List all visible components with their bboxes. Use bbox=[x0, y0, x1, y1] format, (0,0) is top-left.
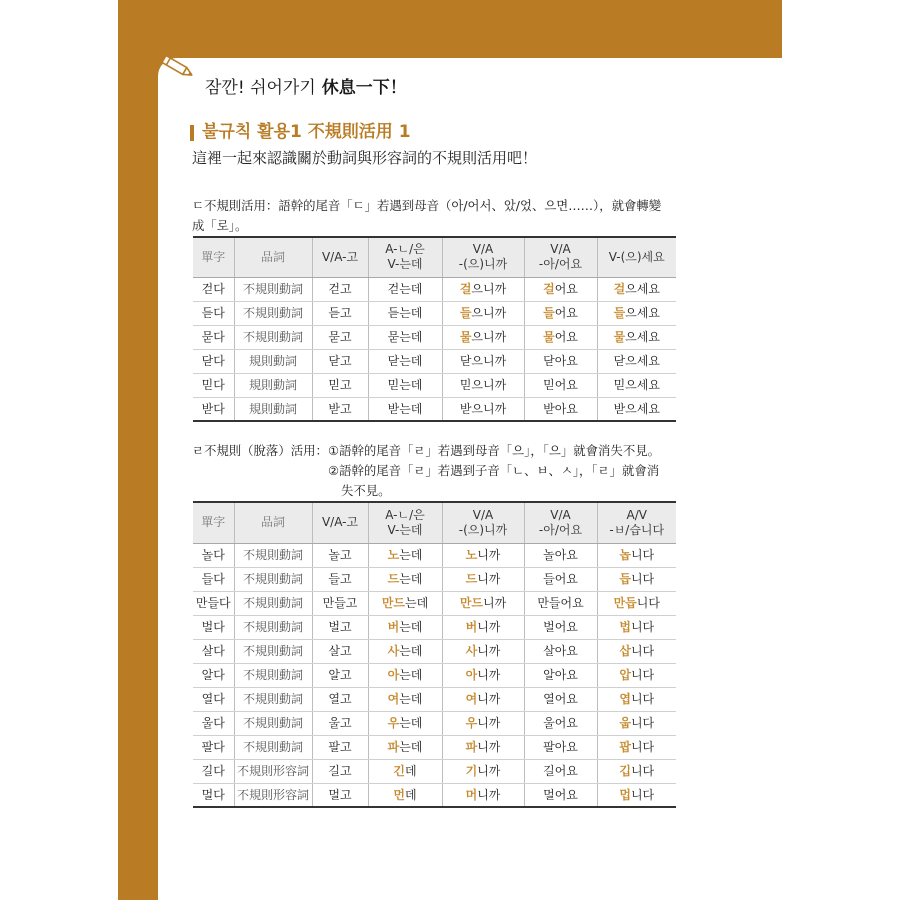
ending: 니다 bbox=[630, 692, 655, 706]
go-form-cell: 걷고 bbox=[312, 277, 368, 301]
column-header-line: V/A bbox=[550, 242, 571, 257]
column-header-line: -ㅂ/습니다 bbox=[609, 522, 665, 537]
word-cell: 만들다 bbox=[193, 591, 234, 615]
go-form-cell: 들고 bbox=[312, 567, 368, 591]
changed-stem: 멉 bbox=[619, 787, 631, 802]
part-of-speech-cell: 規則動詞 bbox=[234, 373, 312, 397]
part-of-speech-cell: 不規則動詞 bbox=[234, 711, 312, 735]
ending: 니다 bbox=[630, 764, 655, 778]
seyo-form-cell: 믿으세요 bbox=[597, 373, 676, 397]
ending: 으니까 bbox=[471, 306, 507, 320]
column-header bbox=[312, 502, 368, 543]
word-cell: 팔다 bbox=[193, 735, 234, 759]
column-header-line: V/A-고 bbox=[321, 249, 359, 264]
section-title: 불규칙 활용1 不規則活用 1 bbox=[202, 122, 411, 142]
ending: 니까 bbox=[477, 740, 501, 754]
column-header bbox=[597, 502, 676, 543]
nikka-form-cell bbox=[442, 591, 524, 615]
table-row bbox=[193, 591, 676, 615]
seumnida-form-cell bbox=[597, 543, 676, 567]
part-of-speech-cell: 規則動詞 bbox=[234, 397, 312, 421]
neunde-form-cell bbox=[368, 639, 442, 663]
changed-stem: 엽 bbox=[619, 692, 631, 706]
nikka-form-cell bbox=[442, 735, 524, 759]
neunde-form-cell bbox=[368, 615, 442, 639]
break-time-heading bbox=[205, 78, 407, 98]
changed-stem: 드 bbox=[465, 572, 478, 586]
changed-stem: 버 bbox=[387, 620, 400, 634]
table-header bbox=[193, 502, 676, 543]
part-of-speech-cell: 不規則動詞 bbox=[234, 615, 312, 639]
ayo-form-cell: 벌어요 bbox=[524, 615, 597, 639]
ending: 는데 bbox=[399, 716, 423, 730]
column-header bbox=[442, 237, 524, 277]
word-cell: 들다 bbox=[193, 567, 234, 591]
ayo-form-cell: 살아요 bbox=[524, 639, 597, 663]
table-row bbox=[193, 373, 676, 397]
neunde-form-cell: 걷는데 bbox=[368, 277, 442, 301]
changed-stem: 팝 bbox=[619, 740, 631, 754]
neunde-form-cell bbox=[368, 567, 442, 591]
changed-stem: 들 bbox=[543, 306, 555, 320]
header-row bbox=[193, 502, 676, 543]
changed-stem: 걸 bbox=[543, 282, 555, 296]
seumnida-form-cell bbox=[597, 783, 676, 807]
changed-stem: 삽 bbox=[619, 644, 631, 658]
word-cell: 울다 bbox=[193, 711, 234, 735]
table-row bbox=[193, 567, 676, 591]
changed-stem: 노 bbox=[465, 548, 478, 562]
neunde-form-cell bbox=[368, 783, 442, 807]
neunde-form-cell: 닫는데 bbox=[368, 349, 442, 373]
part-of-speech-cell: 不規則動詞 bbox=[234, 639, 312, 663]
changed-stem: 파 bbox=[387, 740, 400, 754]
changed-stem: 놉 bbox=[619, 548, 631, 562]
ending: 니다 bbox=[630, 620, 655, 634]
ending: 니까 bbox=[477, 572, 501, 586]
go-form-cell: 팔고 bbox=[312, 735, 368, 759]
part-of-speech-cell: 不規則動詞 bbox=[234, 735, 312, 759]
seumnida-form-cell bbox=[597, 759, 676, 783]
neunde-form-cell bbox=[368, 711, 442, 735]
changed-stem: 압 bbox=[619, 668, 631, 682]
column-header bbox=[193, 502, 234, 543]
ending: 으세요 bbox=[625, 282, 660, 296]
ending: 는데 bbox=[399, 620, 423, 634]
neunde-form-cell bbox=[368, 759, 442, 783]
nikka-form-cell bbox=[442, 783, 524, 807]
ending: 니까 bbox=[477, 644, 501, 658]
part-of-speech-cell: 規則動詞 bbox=[234, 349, 312, 373]
seyo-form-cell: 받으세요 bbox=[597, 397, 676, 421]
go-form-cell: 길고 bbox=[312, 759, 368, 783]
ending: 는데 bbox=[399, 644, 423, 658]
part-of-speech-cell: 不規則動詞 bbox=[234, 663, 312, 687]
changed-stem: 법 bbox=[619, 620, 631, 634]
changed-stem: 먼 bbox=[393, 787, 405, 802]
ayo-form-cell bbox=[524, 325, 597, 349]
nikka-form-cell bbox=[442, 567, 524, 591]
ayo-form-cell: 멀어요 bbox=[524, 783, 597, 807]
changed-stem: 사 bbox=[387, 644, 400, 658]
changed-stem: 여 bbox=[387, 692, 400, 706]
ayo-form-cell: 놀아요 bbox=[524, 543, 597, 567]
table-row bbox=[193, 735, 676, 759]
part-of-speech-cell: 不規則動詞 bbox=[234, 591, 312, 615]
ending: 으세요 bbox=[625, 330, 660, 344]
go-form-cell: 울고 bbox=[312, 711, 368, 735]
word-cell: 듣다 bbox=[193, 301, 234, 325]
column-header bbox=[597, 237, 676, 277]
seyo-form-cell bbox=[597, 325, 676, 349]
column-header-line: 品詞 bbox=[260, 515, 285, 530]
word-cell: 믿다 bbox=[193, 373, 234, 397]
table-header bbox=[193, 237, 676, 277]
break-time-heading-chinese: 休息一下！ bbox=[321, 78, 407, 98]
changed-stem: 깁 bbox=[619, 764, 631, 778]
section-title-marker bbox=[190, 125, 194, 141]
seumnida-form-cell bbox=[597, 711, 676, 735]
column-header-line: 單字 bbox=[201, 515, 226, 530]
word-cell: 닫다 bbox=[193, 349, 234, 373]
word-cell: 걷다 bbox=[193, 277, 234, 301]
ending: 니다 bbox=[630, 668, 655, 682]
go-form-cell: 벌고 bbox=[312, 615, 368, 639]
ending: 데 bbox=[405, 764, 417, 778]
table-row bbox=[193, 759, 676, 783]
go-form-cell: 닫고 bbox=[312, 349, 368, 373]
go-form-cell: 멀고 bbox=[312, 783, 368, 807]
ayo-form-cell: 믿어요 bbox=[524, 373, 597, 397]
column-header-line: V-는데 bbox=[387, 522, 423, 537]
changed-stem: 듭 bbox=[619, 572, 631, 586]
neunde-form-cell bbox=[368, 663, 442, 687]
changed-stem: 파 bbox=[465, 740, 478, 754]
neunde-form-cell bbox=[368, 591, 442, 615]
changed-stem: 여 bbox=[465, 692, 478, 706]
changed-stem: 물 bbox=[459, 330, 472, 344]
neunde-form-cell bbox=[368, 543, 442, 567]
ayo-form-cell: 알아요 bbox=[524, 663, 597, 687]
changed-stem: 긴 bbox=[393, 764, 405, 778]
ending: 니까 bbox=[477, 668, 501, 682]
neunde-form-cell: 묻는데 bbox=[368, 325, 442, 349]
ayo-form-cell: 팔아요 bbox=[524, 735, 597, 759]
go-form-cell: 묻고 bbox=[312, 325, 368, 349]
nikka-form-cell: 받으니까 bbox=[442, 397, 524, 421]
seumnida-form-cell bbox=[597, 567, 676, 591]
column-header-line: -(으)니까 bbox=[458, 257, 508, 272]
table-row bbox=[193, 615, 676, 639]
seumnida-form-cell bbox=[597, 615, 676, 639]
part-of-speech-cell: 不規則動詞 bbox=[234, 567, 312, 591]
table-row bbox=[193, 639, 676, 663]
word-cell: 놀다 bbox=[193, 543, 234, 567]
ending: 으세요 bbox=[625, 306, 660, 320]
nikka-form-cell bbox=[442, 759, 524, 783]
column-header-line: V-는데 bbox=[387, 257, 423, 272]
d-irregular-rule-line-1: ㄷ不規則活用：語幹的尾音「ㄷ」若遇到母音（아/어서、았/었、으면……），就會轉變 bbox=[192, 198, 662, 213]
go-form-cell: 받고 bbox=[312, 397, 368, 421]
seyo-form-cell bbox=[597, 301, 676, 325]
table-row bbox=[193, 325, 676, 349]
ending: 니까 bbox=[477, 787, 501, 802]
changed-stem: 만드 bbox=[459, 596, 483, 610]
ending: 니다 bbox=[630, 787, 655, 802]
neunde-form-cell: 믿는데 bbox=[368, 373, 442, 397]
nikka-form-cell bbox=[442, 663, 524, 687]
go-form-cell: 믿고 bbox=[312, 373, 368, 397]
table-row bbox=[193, 301, 676, 325]
changed-stem: 드 bbox=[387, 572, 400, 586]
word-cell: 벌다 bbox=[193, 615, 234, 639]
ending: 는데 bbox=[399, 548, 423, 562]
part-of-speech-cell: 不規則動詞 bbox=[234, 301, 312, 325]
ending: 는데 bbox=[399, 740, 423, 754]
nikka-form-cell bbox=[442, 277, 524, 301]
word-cell: 알다 bbox=[193, 663, 234, 687]
changed-stem: 만듭 bbox=[613, 596, 637, 610]
section-subtitle: 這裡一起來認識關於動詞與形容詞的不規則活用吧！ bbox=[192, 149, 538, 167]
nikka-form-cell: 닫으니까 bbox=[442, 349, 524, 373]
changed-stem: 걸 bbox=[459, 282, 472, 296]
column-header bbox=[312, 237, 368, 277]
column-header bbox=[234, 237, 312, 277]
header-row bbox=[193, 237, 676, 277]
nikka-form-cell bbox=[442, 615, 524, 639]
nikka-form-cell: 믿으니까 bbox=[442, 373, 524, 397]
ayo-form-cell bbox=[524, 277, 597, 301]
table-body bbox=[193, 543, 676, 807]
pencil-icon bbox=[160, 54, 200, 84]
go-form-cell: 놀고 bbox=[312, 543, 368, 567]
ending: 으니까 bbox=[471, 330, 507, 344]
ayo-form-cell: 열어요 bbox=[524, 687, 597, 711]
neunde-form-cell bbox=[368, 687, 442, 711]
column-header-line: V/A-고 bbox=[321, 515, 359, 530]
ending: 는데 bbox=[405, 596, 429, 610]
nikka-form-cell bbox=[442, 639, 524, 663]
changed-stem: 사 bbox=[465, 644, 478, 658]
neunde-form-cell: 받는데 bbox=[368, 397, 442, 421]
ending: 니까 bbox=[477, 692, 501, 706]
column-header bbox=[524, 237, 597, 277]
column-header-line: -(으)니까 bbox=[458, 522, 508, 537]
changed-stem: 웁 bbox=[619, 716, 631, 730]
column-header-line: V/A bbox=[472, 242, 494, 257]
changed-stem: 들 bbox=[613, 306, 626, 320]
seumnida-form-cell bbox=[597, 639, 676, 663]
column-header bbox=[193, 237, 234, 277]
changed-stem: 물 bbox=[613, 330, 626, 344]
column-header-line: V/A bbox=[472, 507, 494, 522]
ayo-form-cell: 만들어요 bbox=[524, 591, 597, 615]
column-header-line: A-ㄴ/은 bbox=[385, 507, 425, 522]
changed-stem: 아 bbox=[387, 668, 400, 682]
column-header bbox=[368, 237, 442, 277]
changed-stem: 버 bbox=[465, 620, 478, 634]
ending: 니다 bbox=[630, 644, 655, 658]
seyo-form-cell bbox=[597, 277, 676, 301]
changed-stem: 만드 bbox=[381, 596, 405, 610]
seyo-form-cell: 닫으세요 bbox=[597, 349, 676, 373]
column-header-line: 單字 bbox=[201, 249, 226, 264]
column-header-line: V/A bbox=[550, 507, 571, 522]
changed-stem: 기 bbox=[465, 764, 478, 778]
ending: 어요 bbox=[554, 330, 578, 344]
ending: 니다 bbox=[636, 596, 660, 610]
nikka-form-cell bbox=[442, 543, 524, 567]
column-header bbox=[368, 502, 442, 543]
part-of-speech-cell: 不規則形容詞 bbox=[234, 783, 312, 807]
changed-stem: 머 bbox=[465, 787, 478, 802]
column-header-line: 品詞 bbox=[260, 249, 285, 264]
neunde-form-cell bbox=[368, 735, 442, 759]
ending: 는데 bbox=[399, 668, 423, 682]
changed-stem: 노 bbox=[387, 548, 400, 562]
column-header bbox=[442, 502, 524, 543]
changed-stem: 우 bbox=[387, 716, 400, 730]
part-of-speech-cell: 不規則形容詞 bbox=[234, 759, 312, 783]
ending: 니까 bbox=[477, 548, 501, 562]
neunde-form-cell: 듣는데 bbox=[368, 301, 442, 325]
go-form-cell: 살고 bbox=[312, 639, 368, 663]
l-irregular-rule-item-2-line-1: ②語幹的尾音「ㄹ」若遇到子音「ㄴ、ㅂ、ㅅ」，「ㄹ」就會消 bbox=[328, 463, 660, 478]
part-of-speech-cell: 不規則動詞 bbox=[234, 687, 312, 711]
ayo-form-cell bbox=[524, 301, 597, 325]
column-header-line: -아/어요 bbox=[538, 522, 583, 537]
table-row bbox=[193, 687, 676, 711]
changed-stem: 물 bbox=[543, 330, 555, 344]
ayo-form-cell: 닫아요 bbox=[524, 349, 597, 373]
ending: 데 bbox=[405, 787, 417, 802]
ending: 니까 bbox=[477, 716, 501, 730]
go-form-cell: 만들고 bbox=[312, 591, 368, 615]
table-row bbox=[193, 349, 676, 373]
ending: 니다 bbox=[630, 716, 655, 730]
l-irregular-table bbox=[193, 501, 676, 808]
part-of-speech-cell: 不規則動詞 bbox=[234, 543, 312, 567]
word-cell: 열다 bbox=[193, 687, 234, 711]
seumnida-form-cell bbox=[597, 687, 676, 711]
word-cell: 받다 bbox=[193, 397, 234, 421]
column-header-line: A/V bbox=[626, 507, 647, 522]
table-row bbox=[193, 711, 676, 735]
word-cell: 묻다 bbox=[193, 325, 234, 349]
column-header-line: A-ㄴ/은 bbox=[385, 242, 425, 257]
column-header bbox=[234, 502, 312, 543]
go-form-cell: 알고 bbox=[312, 663, 368, 687]
ending: 니까 bbox=[483, 596, 507, 610]
column-header-line: V-(으)세요 bbox=[608, 249, 665, 264]
ending: 는데 bbox=[399, 692, 423, 706]
word-cell: 멀다 bbox=[193, 783, 234, 807]
word-cell: 살다 bbox=[193, 639, 234, 663]
nikka-form-cell bbox=[442, 711, 524, 735]
table-row bbox=[193, 783, 676, 807]
ending: 니까 bbox=[477, 764, 501, 778]
break-time-heading-korean: 잠깐! 쉬어가기 bbox=[205, 78, 316, 98]
seumnida-form-cell bbox=[597, 735, 676, 759]
d-irregular-table bbox=[193, 236, 676, 422]
changed-stem: 아 bbox=[465, 668, 478, 682]
table-body bbox=[193, 277, 676, 421]
ending: 으니까 bbox=[471, 282, 507, 296]
l-irregular-rule-item-1: ①語幹的尾音「ㄹ」若遇到母音「으」，「으」就會消失不見。 bbox=[328, 443, 660, 458]
ending: 니까 bbox=[477, 620, 501, 634]
ending: 어요 bbox=[554, 282, 578, 296]
column-header-line: -아/어요 bbox=[538, 257, 583, 272]
ending: 어요 bbox=[554, 306, 578, 320]
ayo-form-cell: 들어요 bbox=[524, 567, 597, 591]
ending: 니다 bbox=[630, 740, 655, 754]
table-row bbox=[193, 277, 676, 301]
table-row bbox=[193, 663, 676, 687]
nikka-form-cell bbox=[442, 687, 524, 711]
part-of-speech-cell: 不規則動詞 bbox=[234, 325, 312, 349]
ending: 니다 bbox=[630, 572, 655, 586]
column-header bbox=[524, 502, 597, 543]
nikka-form-cell bbox=[442, 325, 524, 349]
go-form-cell: 열고 bbox=[312, 687, 368, 711]
seumnida-form-cell bbox=[597, 663, 676, 687]
l-irregular-rule-prefix: ㄹ不規則（脫落）活用： bbox=[192, 443, 328, 458]
table-row bbox=[193, 397, 676, 421]
go-form-cell: 듣고 bbox=[312, 301, 368, 325]
ending: 는데 bbox=[399, 572, 423, 586]
ayo-form-cell: 받아요 bbox=[524, 397, 597, 421]
seumnida-form-cell bbox=[597, 591, 676, 615]
d-irregular-rule-line-2: 成「로」。 bbox=[192, 218, 248, 233]
changed-stem: 들 bbox=[459, 306, 472, 320]
word-cell: 길다 bbox=[193, 759, 234, 783]
table-row bbox=[193, 543, 676, 567]
l-irregular-rule-item-2-line-2: 失不見。 bbox=[341, 483, 391, 498]
changed-stem: 걸 bbox=[613, 282, 626, 296]
ending: 니다 bbox=[630, 548, 655, 562]
part-of-speech-cell: 不規則動詞 bbox=[234, 277, 312, 301]
nikka-form-cell bbox=[442, 301, 524, 325]
ayo-form-cell: 울어요 bbox=[524, 711, 597, 735]
changed-stem: 우 bbox=[465, 716, 478, 730]
ayo-form-cell: 길어요 bbox=[524, 759, 597, 783]
